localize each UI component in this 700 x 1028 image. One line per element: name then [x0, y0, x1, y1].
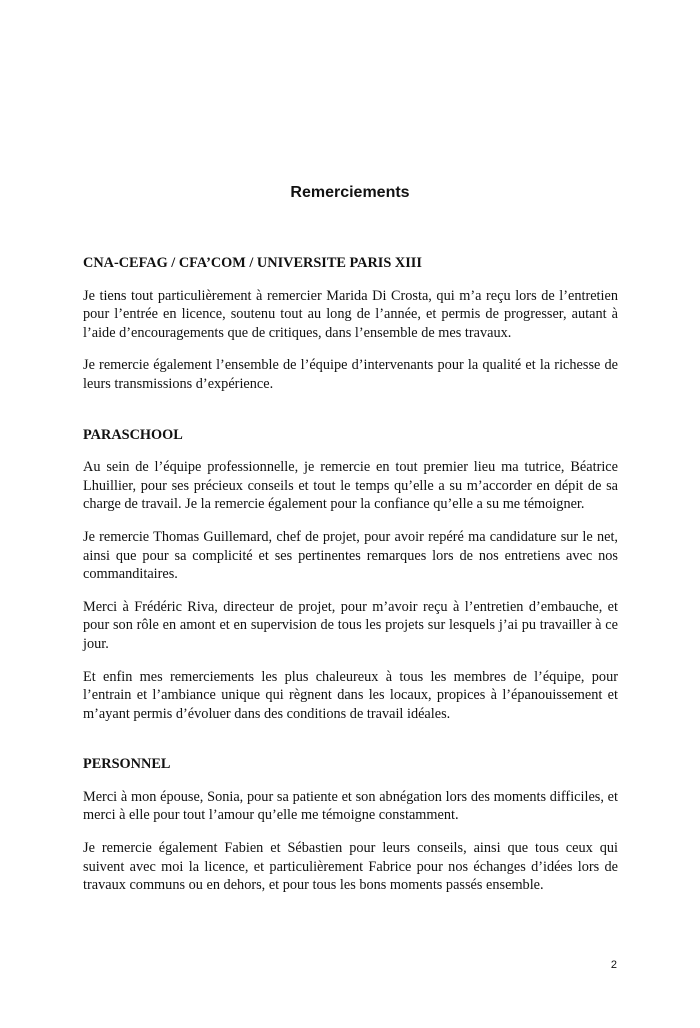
- paragraph: Merci à Frédéric Riva, directeur de projet, pour m’avoir reçu à l’entretien d’embauche, et pour son rôle en amont et en supervision de tous les projets sur lesquels j’ai pu travailler à ce jour.: [83, 598, 618, 652]
- page-number: 2: [610, 959, 617, 971]
- section-heading: PERSONNEL: [83, 756, 171, 773]
- paragraph: Je tiens tout particulièrement à remercier Marida Di Crosta, qui m’a reçu lors de l’entretien pour l’entrée en licence, soutenu tout au long de l’année, et permis de progresser, autant à l’aide d’encouragements que de critiques, dans l’ensemble de mes travaux.: [83, 287, 618, 341]
- paragraph: Au sein de l’équipe professionnelle, je remercie en tout premier lieu ma tutrice, Béatrice Lhuillier, pour ses précieux conseils et tout le temps qu’elle a su m’accorder en dépit de sa charge de travail. Je la remercie également pour la confiance qu’elle a su me témoigner.: [83, 459, 618, 513]
- section-paraschool: [83, 426, 618, 724]
- paragraph: Je remercie également Fabien et Sébastien pour leurs conseils, ainsi que tous ceux qui suivent avec moi la licence, et particulièrement Fabrice pour nos échanges d’idées lors de travaux communs ou en dehors, et pour tous les bons moments passés ensemble.: [83, 840, 618, 894]
- paragraph: Et enfin mes remerciements les plus chaleureux à tous les membres de l’équipe, pour l’entrain et l’ambiance unique qui règnent dans les locaux, propices à l’épanouissement et m’ayant permis d’évoluer dans des conditions de travail idéales.: [83, 668, 618, 722]
- section-personnel: [83, 755, 618, 895]
- page-title: Remerciements: [290, 184, 410, 201]
- paragraph: Merci à mon épouse, Sonia, pour sa patiente et son abnégation lors des moments difficiles, et merci à elle pour tout l’amour qu’elle me témoigne constamment.: [83, 788, 618, 824]
- paragraph: Je remercie Thomas Guillemard, chef de projet, pour avoir repéré ma candidature sur le net, ainsi que pour sa complicité et ses pertinentes remarques lors de nos entretiens avec nos commanditaires.: [83, 528, 618, 583]
- section-heading: CNA-CEFAG / CFA’COM / UNIVERSITE PARIS XIII: [83, 255, 422, 271]
- section-cna-cefag: [83, 254, 618, 394]
- section-heading: PARASCHOOL: [83, 426, 183, 443]
- paragraph: Je remercie également l’ensemble de l’équipe d’intervenants pour la qualité et la richesse de leurs transmissions d’expérience.: [83, 357, 618, 392]
- document-body: [83, 254, 618, 895]
